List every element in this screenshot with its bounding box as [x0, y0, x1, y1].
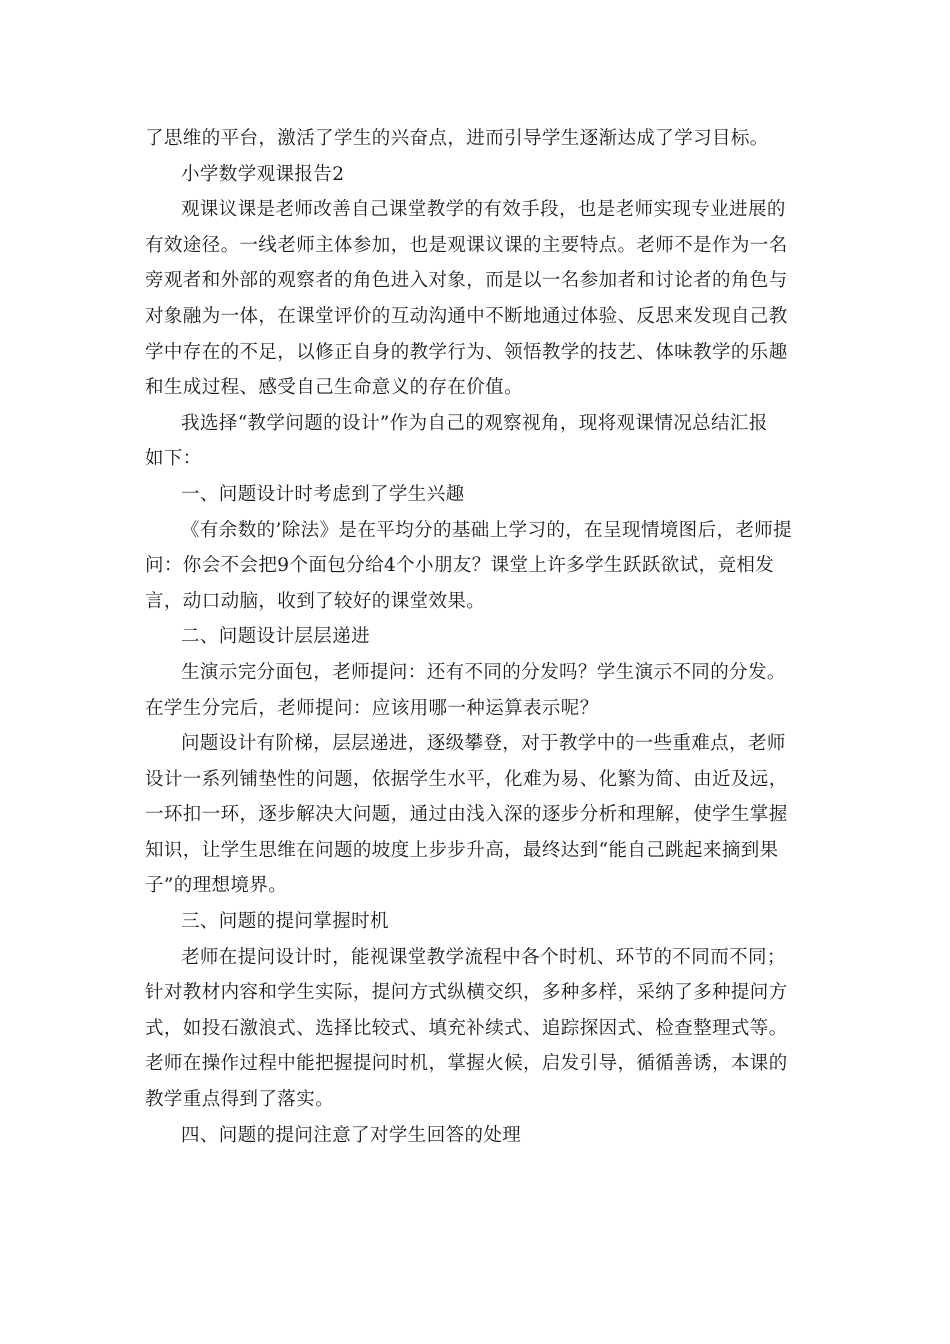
paragraph-line: 设计一系列铺垫性的问题，依据学生水平，化难为易、化繁为简、由近及远，	[145, 768, 788, 790]
paragraph-line: 和生成过程、感受自己生命意义的存在价值。	[145, 377, 524, 399]
paragraph-line: 我选择“教学问题的设计”作为自己的观察视角，现将观课情况总结汇报	[181, 412, 768, 434]
paragraph-line: 问：你会不会把9个面包分给4个小朋友？课堂上许多学生跃跃欲试，竞相发	[145, 555, 775, 577]
paragraph-line: 言，动口动脑，收到了较好的课堂效果。	[145, 590, 486, 612]
paragraph-line: 针对教材内容和学生实际，提问方式纵横交织，多种多样，采纳了多种提问方	[145, 982, 788, 1004]
section-heading: 三、问题的提问掌握时机	[181, 911, 389, 933]
paragraph-line: 学中存在的不足，以修正自身的教学行为、领悟教学的技艺、体味教学的乐趣	[145, 341, 788, 363]
paragraph-line: 老师在操作过程中能把握提问时机，掌握火候，启发引导，循循善诱，本课的	[145, 1053, 788, 1075]
document-body	[145, 121, 805, 1153]
section-heading: 一、问题设计时考虑到了学生兴趣	[181, 483, 465, 505]
paragraph-line: 《有余数的’除法》是在平均分的基础上学习的，在呈现情境图后，老师提	[181, 519, 793, 541]
paragraph-line: 生演示完分面包，老师提问：还有不同的分发吗？学生演示不同的分发。	[181, 661, 786, 683]
section-heading: 四、问题的提问注意了对学生回答的处理	[181, 1124, 522, 1146]
paragraph-line: 式，如投石激浪式、选择比较式、填充补续式、追踪探因式、检查整理式等。	[145, 1017, 788, 1039]
paragraph-line: 一环扣一环，逐步解决大问题，通过由浅入深的逐步分析和理解，使学生掌握	[145, 804, 788, 826]
paragraph-line: 旁观者和外部的观察者的角色进入对象，而是以一名参加者和讨论者的角色与	[145, 270, 788, 292]
paragraph-line: 对象融为一体，在课堂评价的互动沟通中不断地通过体验、反思来发现自己教	[145, 305, 788, 327]
section-heading: 二、问题设计层层递进	[181, 626, 371, 648]
paragraph-line: 在学生分完后，老师提问：应该用哪一种运算表示呢？	[145, 697, 599, 719]
section-title: 小学数学观课报告2	[181, 163, 345, 185]
paragraph-line: 观课议课是老师改善自己课堂教学的有效手段，也是老师实现专业进展的	[181, 199, 786, 221]
paragraph-line: 老师在提问设计时，能视课堂教学流程中各个时机、环节的不同而不同；	[181, 946, 786, 968]
paragraph-line: 子”的理想境界。	[145, 875, 288, 897]
paragraph-line: 问题设计有阶梯，层层递进，逐级攀登，对于教学中的一些重难点，老师	[181, 733, 786, 755]
paragraph-line: 了思维的平台，激活了学生的兴奋点，进而引导学生逐渐达成了学习目标。	[145, 128, 769, 149]
paragraph-line: 教学重点得到了落实。	[145, 1089, 335, 1111]
paragraph-line: 如下：	[145, 448, 202, 470]
paragraph-line: 知识，让学生思维在问题的坡度上步步升高，最终达到“能自己跳起来摘到果	[145, 839, 779, 861]
paragraph-line: 有效途径。一线老师主体参加，也是观课议课的主要特点。老师不是作为一名	[145, 234, 788, 256]
